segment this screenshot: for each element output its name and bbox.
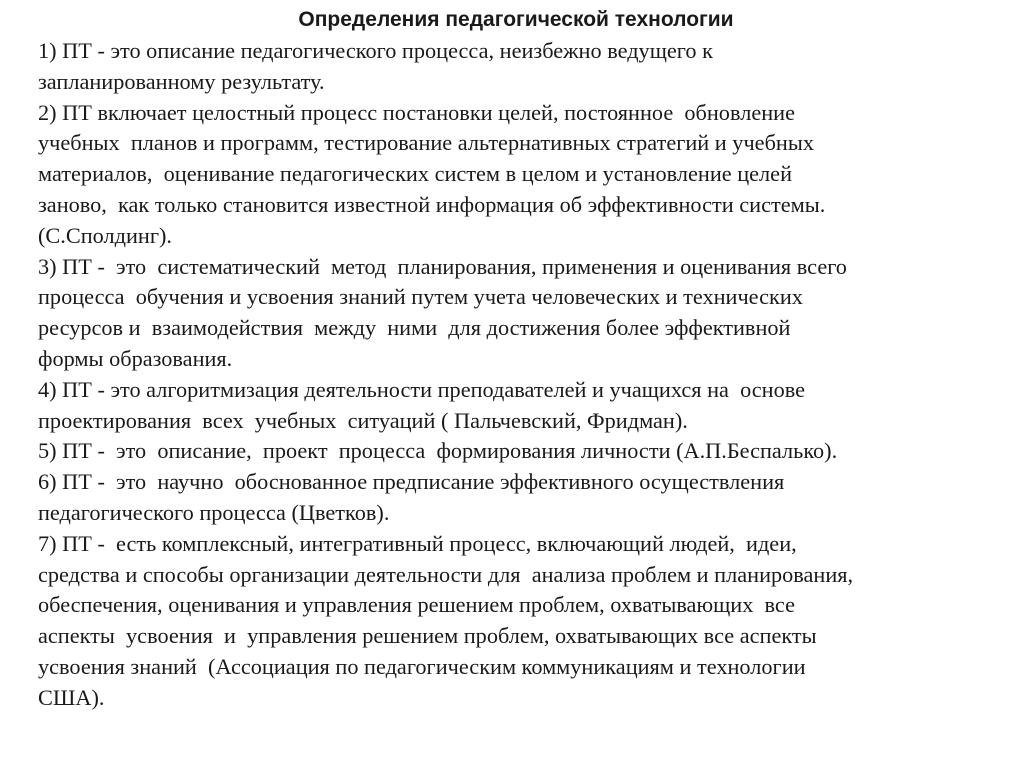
definition-item: 3) ПТ - это систематический метод планирования, применения и оценивания всего процесса обучения и усвоения знаний путем учета человеческих и технических ресурсов и взаимодействия между ними для достижения более эффективной формы образования. xyxy=(38,253,847,371)
definition-item: 4) ПТ - это алгоритмизация деятельности преподавателей и учащихся на основе проектирования всех учебных ситуаций ( Пальчевский, Фридман). xyxy=(38,376,806,433)
definition-item: 7) ПТ - есть комплексный, интегративный процесс, включающий людей, идеи, средства и способы организации деятельности для анализа проблем и планирования, обеспечения, оценивания и управления решением проблем, охватывающих все аспекты усвоения и управления решением проблем, охватывающих все аспекты усвоения знаний (Ассоциация по педагогическим коммуникациям и технологии США). xyxy=(38,530,854,710)
definition-item: 5) ПТ - это описание, проект процесса формирования личности (А.П.Беспалько). xyxy=(38,438,838,464)
definition-item: 2) ПТ включает целостный процесс постановки целей, постоянное обновление учебных планов и программ, тестирование альтернативных стратегий и учебных материалов, оценивание педагогических систем в целом и установление целей заново, как только становится известной информация об эффективности системы. (С.Сполдинг). xyxy=(38,99,826,248)
definition-item: 6) ПТ - это научно обоснованное предписание эффективного осуществления педагогического процесса (Цветков). xyxy=(38,469,785,525)
definition-item: 1) ПТ - это описание педагогического процесса, неизбежно ведущего к запланированному результату. xyxy=(38,38,713,94)
definitions-list xyxy=(38,36,994,714)
slide-title: Определения педагогической технологии xyxy=(298,8,734,31)
